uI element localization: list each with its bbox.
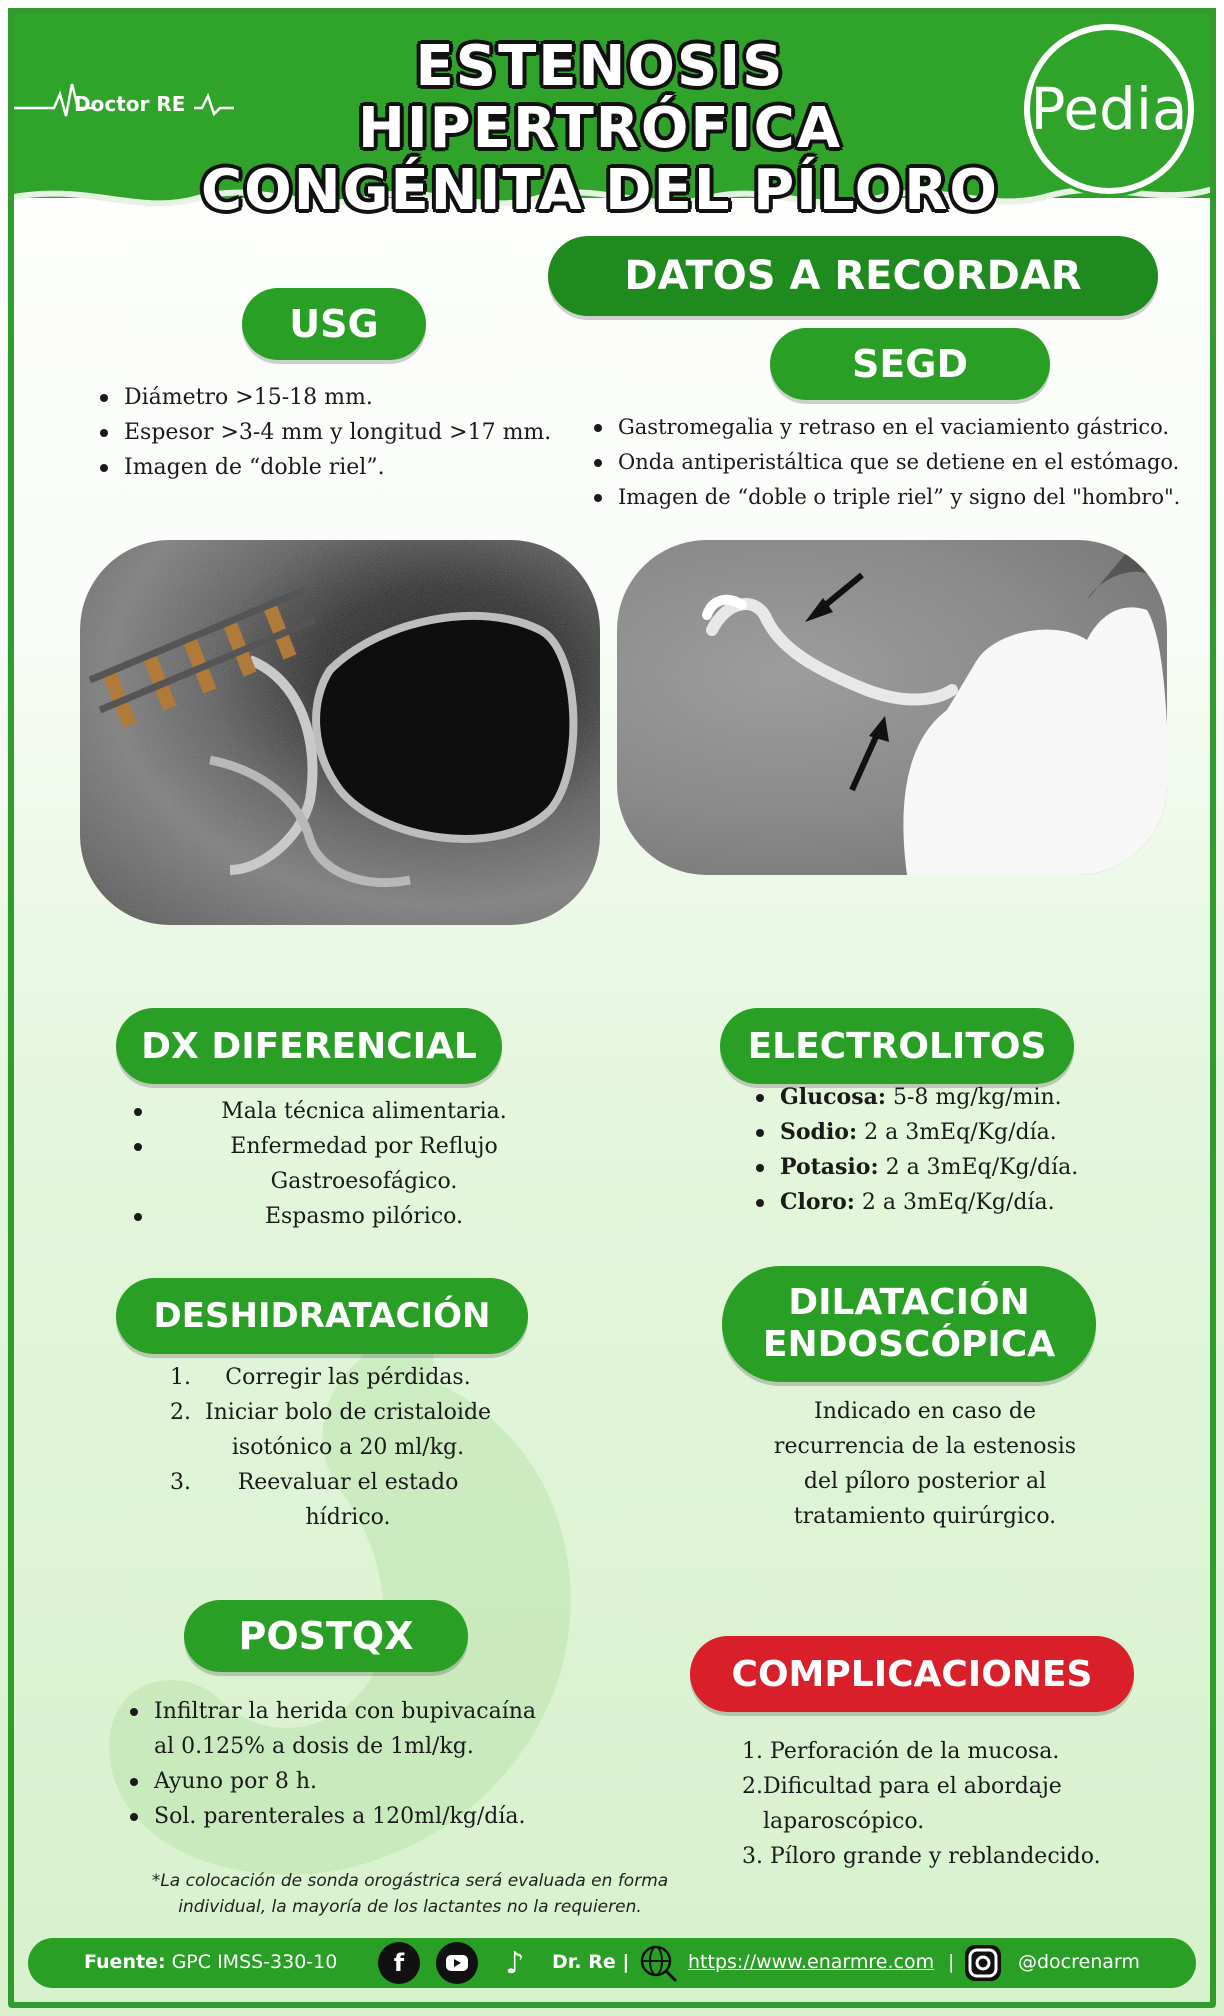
arrow-icon xyxy=(805,575,862,622)
page-title xyxy=(190,36,1010,222)
list-item xyxy=(170,1395,510,1465)
segd-xray-image xyxy=(617,540,1167,875)
list-item xyxy=(742,1734,1102,1769)
list-item: Espasmo pilórico. xyxy=(130,1199,570,1234)
list-item: Gastromegalia y retraso en el vaciamiento gástrico. xyxy=(590,410,1210,445)
item-number: 1. xyxy=(742,1739,763,1764)
dilatacion-label-line-1: DILATACIÓN xyxy=(788,1282,1030,1323)
segd-heading xyxy=(770,328,1050,400)
complicaciones-label: COMPLICACIONES xyxy=(731,1653,1093,1695)
instagram-icon[interactable] xyxy=(962,1942,1004,1984)
youtube-icon[interactable] xyxy=(436,1942,478,1984)
usg-heading xyxy=(242,288,426,360)
arrow-icon xyxy=(852,716,889,790)
segd-xray-illustration xyxy=(617,540,1167,875)
item-text: Dificultad para el abordaje laparoscópico. xyxy=(763,1774,1062,1834)
pedia-badge: Pedia xyxy=(1024,24,1194,194)
list-item: Enfermedad por Reflujo Gastroesofágico. xyxy=(130,1129,570,1199)
electrolitos-label: ELECTROLITOS xyxy=(747,1025,1047,1067)
segd-list xyxy=(590,410,1210,515)
item-text: Píloro grande y reblandecido. xyxy=(770,1844,1101,1869)
complicaciones-list xyxy=(742,1734,1102,1874)
list-item: Onda antiperistáltica que se detiene en el estómago. xyxy=(590,445,1210,480)
item-number: 3. xyxy=(170,1470,191,1495)
list-item xyxy=(752,1080,1172,1115)
datos-a-recordar-heading xyxy=(548,236,1158,316)
list-item: Ayuno por 8 h. xyxy=(126,1764,556,1799)
footer-separator: | xyxy=(948,1951,955,1973)
list-item: Imagen de “doble o triple riel” y signo del "hombro". xyxy=(590,480,1210,515)
postqx-heading xyxy=(184,1600,468,1672)
electrolito-name: Sodio: xyxy=(780,1119,858,1145)
datos-a-recordar-label: DATOS A RECORDAR xyxy=(624,253,1082,299)
website-link[interactable]: https://www.enarmre.com xyxy=(688,1951,935,1973)
item-text: Corregir las pérdidas. xyxy=(225,1365,471,1390)
electrolito-name: Glucosa: xyxy=(780,1084,886,1110)
list-item xyxy=(742,1769,1102,1839)
electrolito-value: 2 a 3mEq/Kg/día. xyxy=(878,1155,1079,1180)
list-item xyxy=(752,1185,1172,1220)
dilatacion-label-line-2: ENDOSCÓPICA xyxy=(762,1324,1056,1365)
electrolito-value: 2 a 3mEq/Kg/día. xyxy=(857,1120,1057,1145)
footnote: *La colocación de sonda orogástrica será evaluada en forma individual, la mayoría de los lactantes no la requieren. xyxy=(151,1871,669,1917)
web-globe-icon[interactable] xyxy=(638,1943,678,1983)
tiktok-icon[interactable]: ♪ xyxy=(505,1945,525,1981)
dilatacion-text: Indicado en caso de recurrencia de la estenosis del píloro posterior al tratamiento quirúrgico. xyxy=(773,1399,1077,1529)
electrolito-name: Cloro: xyxy=(780,1189,855,1215)
list-item xyxy=(170,1465,510,1535)
dx-diferencial-heading xyxy=(116,1008,502,1084)
list-item xyxy=(752,1115,1172,1150)
deshidratacion-list xyxy=(170,1360,510,1535)
item-number: 3. xyxy=(742,1844,763,1869)
dx-diferencial-list xyxy=(130,1094,570,1234)
list-item xyxy=(752,1150,1172,1185)
double-rail-ultrasound-illustration xyxy=(80,540,600,925)
electrolitos-heading xyxy=(720,1008,1074,1084)
complicaciones-heading xyxy=(690,1636,1134,1712)
electrolitos-list xyxy=(752,1080,1172,1220)
fuente-label: Fuente: xyxy=(84,1951,166,1973)
author: Dr. Re | xyxy=(552,1951,630,1973)
postqx-list xyxy=(126,1694,556,1834)
list-item: Infiltrar la herida con bupivacaína al 0.125% a dosis de 1ml/kg. xyxy=(126,1694,556,1764)
item-text: Perforación de la mucosa. xyxy=(770,1739,1060,1764)
fuente xyxy=(84,1951,337,1973)
title-line-2: CONGÉNITA DEL PÍLORO xyxy=(201,158,999,223)
deshidratacion-heading xyxy=(116,1278,528,1354)
instagram-handle[interactable]: @docrenarm xyxy=(1018,1951,1140,1973)
facebook-icon[interactable]: f xyxy=(378,1942,420,1984)
list-item: Imagen de “doble riel”. xyxy=(96,450,576,485)
title-line-1: ESTENOSIS HIPERTRÓFICA xyxy=(357,34,843,161)
electrolito-value: 5-8 mg/kg/min. xyxy=(885,1085,1062,1110)
deshidratacion-label: DESHIDRATACIÓN xyxy=(153,1296,491,1336)
usg-label: USG xyxy=(289,302,379,346)
item-text: Reevaluar el estado hídrico. xyxy=(237,1470,459,1530)
list-item xyxy=(170,1360,510,1395)
list-item xyxy=(742,1839,1102,1874)
brand-name: Doctor RE xyxy=(74,92,186,116)
dx-diferencial-label: DX DIFERENCIAL xyxy=(141,1025,477,1067)
item-number: 2. xyxy=(742,1774,763,1799)
segd-label: SEGD xyxy=(851,342,969,386)
list-item: Diámetro >15-18 mm. xyxy=(96,380,576,415)
postqx-label: POSTQX xyxy=(238,1614,414,1658)
list-item: Mala técnica alimentaria. xyxy=(130,1094,570,1129)
electrolito-name: Potasio: xyxy=(780,1154,879,1180)
footer-bar xyxy=(28,1938,1196,1988)
dilatacion-endoscopica-heading xyxy=(722,1266,1096,1382)
electrolito-value: 2 a 3mEq/Kg/día. xyxy=(854,1190,1055,1215)
item-text: Iniciar bolo de cristaloide isotónico a 20 ml/kg. xyxy=(204,1400,492,1460)
ultrasound-image xyxy=(80,540,600,925)
item-number: 1. xyxy=(170,1365,191,1390)
list-item: Sol. parenterales a 120ml/kg/día. xyxy=(126,1799,556,1834)
list-item: Espesor >3-4 mm y longitud >17 mm. xyxy=(96,415,576,450)
usg-list xyxy=(96,380,576,485)
fuente-value: GPC IMSS-330-10 xyxy=(165,1951,338,1973)
item-number: 2. xyxy=(170,1400,191,1425)
